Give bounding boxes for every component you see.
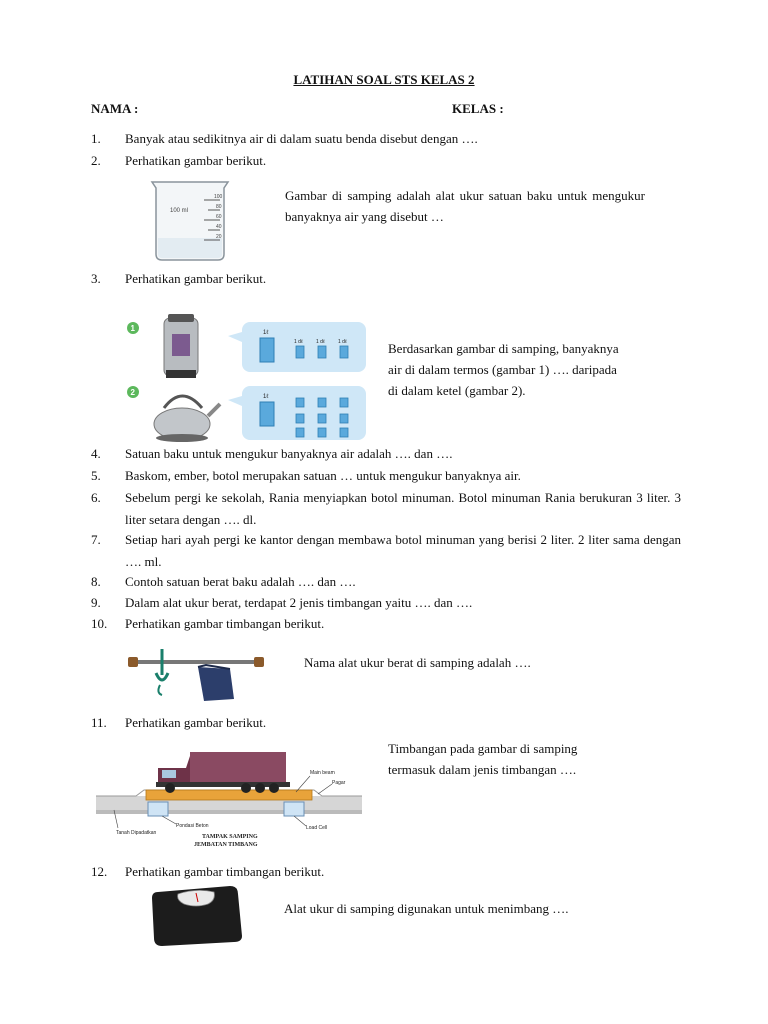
question-number: 6. — [91, 490, 101, 505]
question-number: 9. — [91, 595, 101, 610]
q2-side-text: Gambar di samping adalah alat ukur satuan baku untuk mengukur banyaknya air yang disebut … — [285, 188, 645, 224]
question-text: Sebelum pergi ke sekolah, Rania menyiapkan botol minuman. Botol minuman Rania berukuran 3 liter. 3 liter setara dengan …. dl. — [125, 490, 681, 527]
name-label: NAMA : — [91, 101, 139, 116]
question-4 — [91, 443, 681, 465]
page-title: LATIHAN SOAL STS KELAS 2 — [293, 72, 475, 87]
question-text: Baskom, ember, botol merupakan satuan … untuk mengukur banyaknya air. — [125, 468, 521, 483]
question-11 — [91, 712, 681, 734]
q3-side-line: di dalam ketel (gambar 2). — [388, 383, 526, 398]
question-number: 2. — [91, 153, 101, 168]
badge-1: 1 — [130, 324, 135, 333]
beaker-tick-label: 60 — [216, 214, 222, 220]
question-6 — [91, 487, 681, 531]
beaker-tick-label: 40 — [216, 224, 222, 230]
question-number: 7. — [91, 532, 101, 547]
question-text: Perhatikan gambar timbangan berikut. — [125, 616, 325, 631]
question-text: Dalam alat ukur berat, terdapat 2 jenis timbangan yaitu …. dan …. — [125, 595, 473, 610]
q11-side-text — [388, 738, 678, 780]
hand-scale-image — [126, 645, 266, 703]
fence-label: Pagar — [332, 780, 346, 786]
caption-side-view: TAMPAK SAMPING — [202, 834, 258, 840]
q12-side-text: Alat ukur di samping digunakan untuk menimbang …. — [284, 901, 569, 916]
beaker-image — [146, 178, 234, 262]
question-12 — [91, 861, 681, 883]
question-1 — [91, 128, 681, 150]
load-cell-label: Load Cell — [306, 825, 328, 831]
question-text: Contoh satuan berat baku adalah …. dan …. — [125, 574, 356, 589]
q10-side-text: Nama alat ukur berat di samping adalah …. — [304, 655, 531, 670]
question-2 — [91, 150, 681, 172]
class-label: KELAS : — [452, 101, 504, 116]
thermos-kettle-image — [124, 312, 368, 444]
main-beam-label: Main beam — [310, 770, 335, 776]
question-text: Perhatikan gambar berikut. — [125, 271, 267, 286]
q11-side-line: Timbangan pada gambar di samping — [388, 741, 578, 756]
ground-label: Tanah Dipadatkan — [116, 830, 157, 836]
q3-side-line: air di dalam termos (gambar 1) …. daripada — [388, 362, 617, 377]
question-number: 3. — [91, 271, 101, 286]
beaker-tick-label: 80 — [216, 204, 222, 210]
concrete-beam-label: Pondasi Beton — [176, 823, 209, 829]
question-number: 8. — [91, 574, 101, 589]
deciliter-label: 1 dℓ — [338, 339, 347, 345]
question-number: 12. — [91, 864, 108, 879]
question-8 — [91, 571, 681, 593]
beaker-tick-label: 100 — [214, 194, 223, 200]
question-number: 4. — [91, 446, 101, 461]
truck-scale-image — [96, 744, 362, 850]
caption-weighbridge: JEMBATAN TIMBANG — [194, 842, 258, 848]
question-10 — [91, 613, 681, 635]
question-7 — [91, 529, 681, 573]
question-text: Banyak atau sedikitnya air di dalam suatu benda disebut dengan …. — [125, 131, 478, 146]
question-number: 11. — [91, 715, 107, 730]
question-text: Perhatikan gambar timbangan berikut. — [125, 864, 325, 879]
bathroom-scale-image — [148, 884, 244, 948]
question-text: Perhatikan gambar berikut. — [125, 715, 267, 730]
badge-2: 2 — [130, 388, 135, 397]
question-text: Setiap hari ayah pergi ke kantor dengan membawa botol minuman yang berisi 2 liter. 2 liter sama dengan …. ml. — [125, 532, 681, 569]
question-text: Satuan baku untuk mengukur banyaknya air adalah …. dan …. — [125, 446, 453, 461]
question-number: 1. — [91, 131, 101, 146]
deciliter-label: 1 dℓ — [294, 339, 303, 345]
question-9 — [91, 592, 681, 614]
beaker-volume-label: 100 ml — [170, 208, 189, 214]
liter-label: 1ℓ — [263, 394, 269, 400]
question-5 — [91, 465, 681, 487]
question-text: Perhatikan gambar berikut. — [125, 153, 267, 168]
deciliter-label: 1 dℓ — [316, 339, 325, 345]
q3-side-line: Berdasarkan gambar di samping, banyaknya — [388, 341, 619, 356]
question-number: 10. — [91, 616, 108, 631]
q3-side-text — [388, 338, 678, 401]
question-number: 5. — [91, 468, 101, 483]
beaker-tick-label: 20 — [216, 234, 222, 240]
liter-label: 1ℓ — [263, 330, 269, 336]
q11-side-line: termasuk dalam jenis timbangan …. — [388, 762, 577, 777]
question-3 — [91, 268, 681, 290]
